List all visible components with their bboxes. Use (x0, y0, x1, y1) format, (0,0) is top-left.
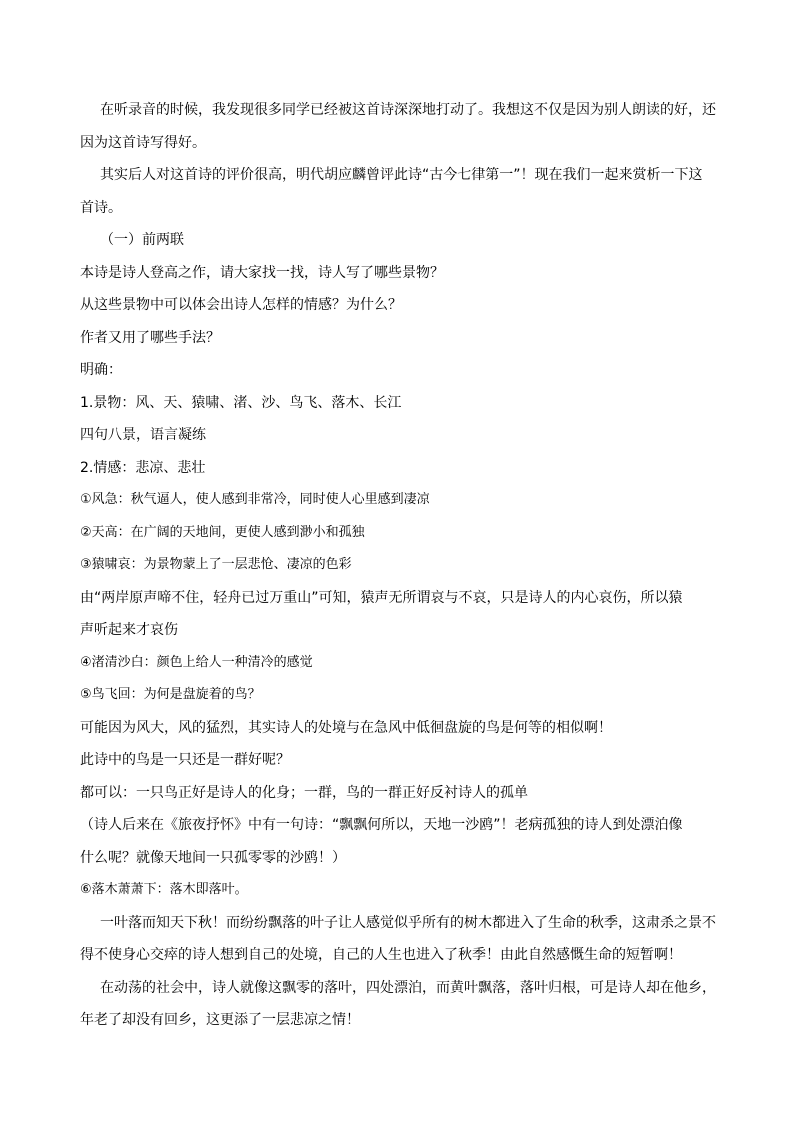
paragraph-line: ⑤鸟飞回：为何是盘旋着的鸟？ (80, 687, 261, 702)
paragraph-line: ④渚清沙白：颜色上给人一种清冷的感觉 (80, 654, 313, 670)
paragraph-line: ①风急：秋气逼人，使人感到非常冷，同时使人心里感到凄凉 (80, 492, 430, 507)
paragraph-line: 一叶落而知天下秋！而纷纷飘落的叶子让人感觉似乎所有的树木都进入了生命的秋季，这肃杀之景不 (100, 914, 716, 931)
paragraph-line: 本诗是诗人登高之作，请大家找一找，诗人写了哪些景物？ (80, 264, 444, 281)
paragraph-line: 作者又用了哪些手法？ (80, 329, 220, 346)
paragraph-line: 都可以：一只鸟正好是诗人的化身；一群，鸟的一群正好反衬诗人的孤单 (80, 784, 528, 801)
paragraph-line: 可能因为风大，风的猛烈，其实诗人的处境与在急风中低徊盘旋的鸟是何等的相似啊！ (80, 719, 612, 736)
paragraph-line: ③猿啸哀：为景物蒙上了一层悲怆、凄凉的色彩 (80, 557, 352, 572)
paragraph-line: ⑥落木萧萧下：落木即落叶。 (80, 882, 248, 897)
paragraph-line: 其实后人对这首诗的评价很高，明代胡应麟曾评此诗“古今七律第一”！现在我们一起来赏析一下这 (100, 167, 703, 183)
paragraph-line: 1.景物：风、天、猿啸、渚、沙、鸟飞、落木、长江 (80, 394, 402, 411)
paragraph-line: 四句八景，语言凝练 (80, 427, 206, 443)
paragraph-line: 从这些景物中可以体会出诗人怎样的情感？为什么？ (80, 297, 402, 313)
paragraph-line: 此诗中的鸟是一只还是一群好呢？ (80, 752, 290, 768)
paragraph-line: 由“两岸原声啼不住，轻舟已过万重山”可知，猿声无所谓哀与不哀，只是诗人的内心哀伤，所以猿 (80, 589, 683, 606)
paragraph-line: 2.情感：悲凉、悲壮 (80, 459, 206, 476)
paragraph-line: 声听起来才哀伤 (80, 622, 178, 638)
paragraph-line: ②天高：在广阔的天地间，更使人感到渺小和孤独 (80, 524, 365, 540)
paragraph-line: 什么呢？就像天地间一只孤零零的沙鸥！） (80, 849, 346, 866)
paragraph-line: 在听录音的时候，我发现很多同学已经被这首诗深深地打动了。我想这不仅是因为别人朗读的好，还 (100, 102, 716, 118)
paragraph-line: 首诗。 (80, 199, 122, 216)
paragraph-line: （诗人后来在《旅夜抒怀》中有一句诗：“飘飘何所以，天地一沙鸥”！老病孤独的诗人到处漂泊像 (80, 817, 683, 833)
paragraph-line: 得不使身心交瘁的诗人想到自己的处境，自己的人生也进入了秋季！由此自然感慨生命的短暂啊！ (80, 947, 682, 963)
section-heading: （一）前两联 (100, 232, 184, 248)
paragraph-line: 年老了却没有回乡，这更添了一层悲凉之情！ (80, 1012, 360, 1028)
paragraph-line: 因为这首诗写得好。 (80, 134, 206, 151)
paragraph-line: 明确： (80, 362, 122, 378)
paragraph-line: 在动荡的社会中，诗人就像这飘零的落叶，四处漂泊，而黄叶飘落，落叶归根，可是诗人却在他乡， (100, 979, 716, 996)
document-body (80, 96, 720, 1034)
